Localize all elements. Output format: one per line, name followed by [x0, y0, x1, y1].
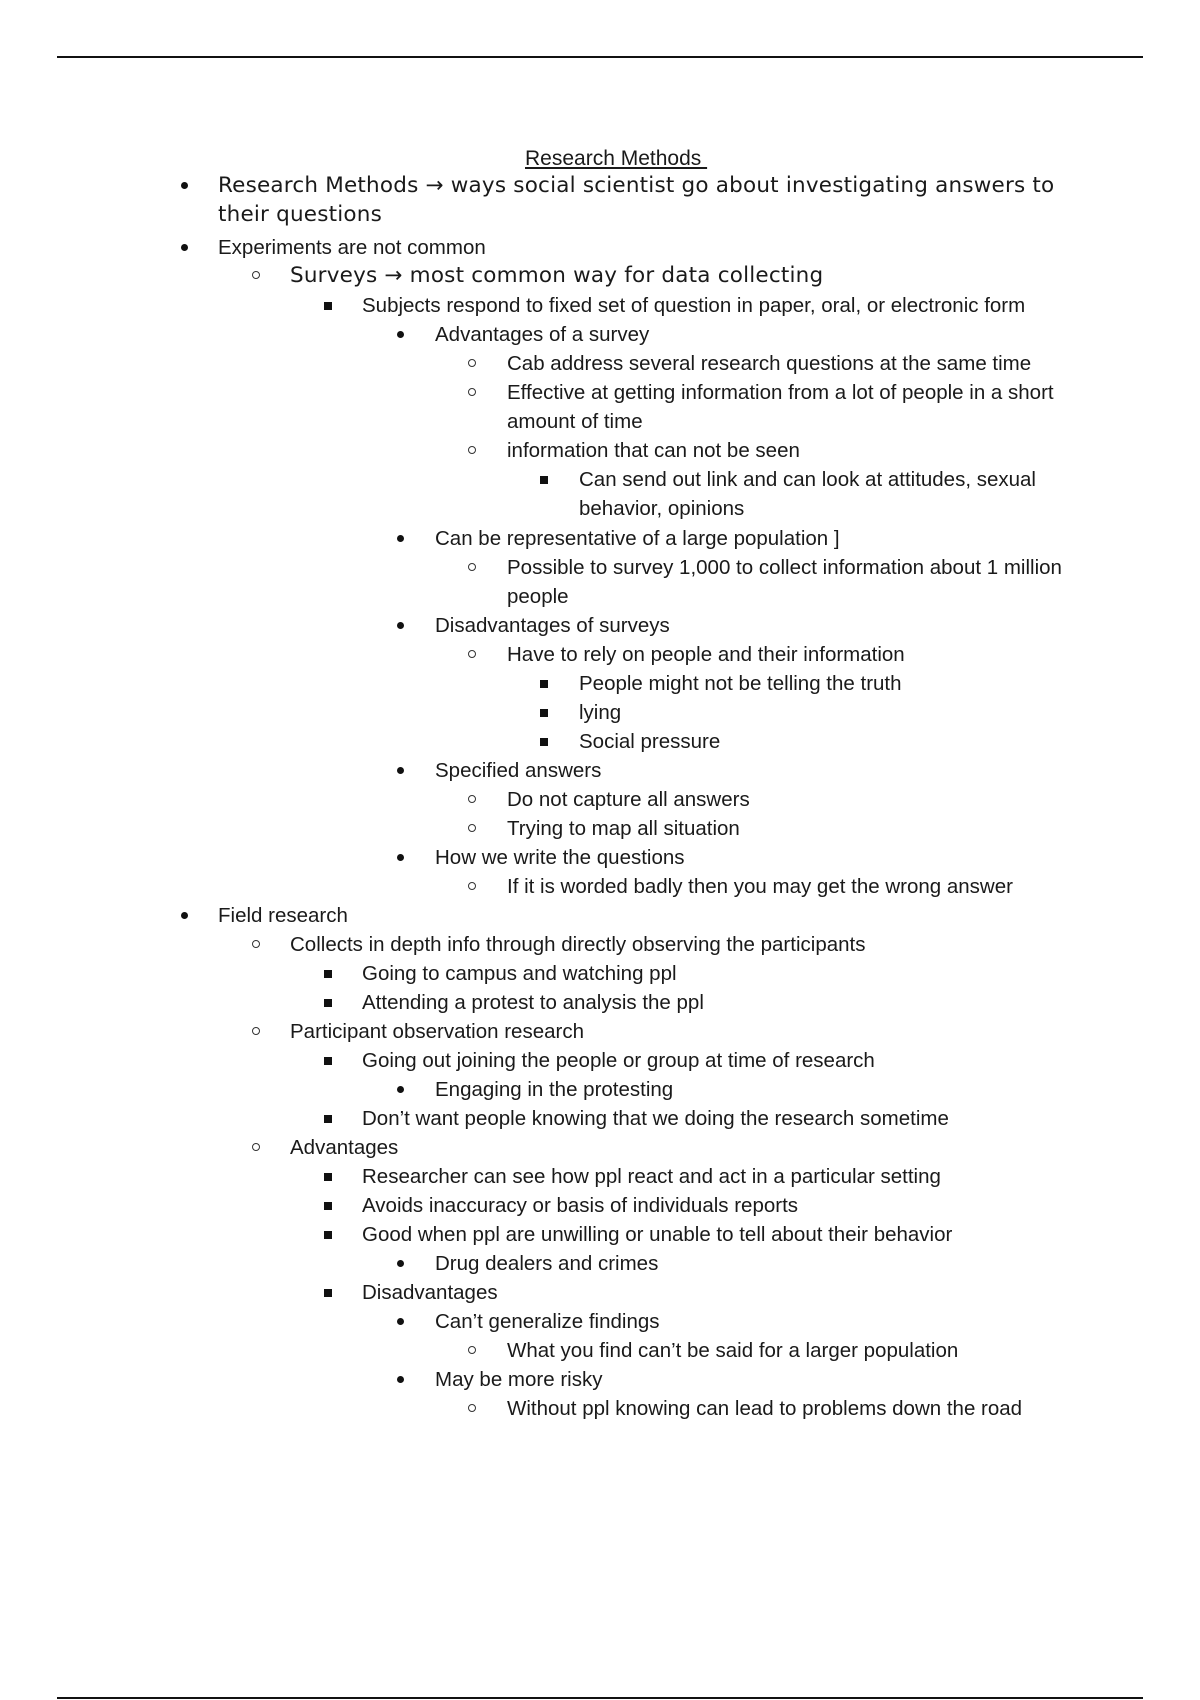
disc-bullet-icon: [397, 622, 404, 629]
outline-item: Advantages: [290, 1136, 399, 1159]
circle-bullet-icon: [468, 388, 476, 396]
circle-bullet-icon: [468, 563, 476, 571]
disc-bullet-icon: [397, 767, 404, 774]
disc-bullet-icon: [397, 1086, 404, 1093]
outline-item: Good when ppl are unwilling or unable to tell about their behavior: [362, 1223, 953, 1246]
outline-item: What you find can’t be said for a larger population: [507, 1339, 959, 1362]
circle-bullet-icon: [468, 1404, 476, 1412]
outline-item: How we write the questions: [435, 846, 685, 869]
disc-bullet-icon: [181, 244, 188, 251]
outline-item: Research Methods → ways social scientist go about investigating answers to their questions: [218, 173, 1055, 227]
bottom-rule: [57, 1697, 1143, 1699]
outline-item: Don’t want people knowing that we doing the research sometime: [362, 1107, 949, 1130]
outline-item: Participant observation research: [290, 1020, 584, 1043]
outline-item: Can’t generalize findings: [435, 1310, 660, 1333]
outline-item: Field research: [218, 904, 348, 927]
outline-item: Advantages of a survey: [435, 323, 650, 346]
outline-item: Cab address several research questions at the same time: [507, 352, 1032, 375]
outline-item: If it is worded badly then you may get the wrong answer: [507, 875, 1013, 898]
circle-bullet-icon: [468, 359, 476, 367]
square-bullet-icon: [540, 738, 548, 746]
disc-bullet-icon: [397, 1318, 404, 1325]
disc-bullet-icon: [397, 1260, 404, 1267]
outline-item: Specified answers: [435, 759, 602, 782]
disc-bullet-icon: [181, 182, 188, 189]
outline-item: Can send out link and can look at attitudes, sexual behavior, opinions: [579, 468, 1036, 520]
outline-item: Drug dealers and crimes: [435, 1252, 659, 1275]
circle-bullet-icon: [252, 940, 260, 948]
outline-item: Attending a protest to analysis the ppl: [362, 991, 704, 1014]
outline-item: Without ppl knowing can lead to problems down the road: [507, 1397, 1023, 1420]
disc-bullet-icon: [397, 331, 404, 338]
outline-item: Disadvantages: [362, 1281, 498, 1304]
square-bullet-icon: [324, 1231, 332, 1239]
outline-item: May be more risky: [435, 1368, 603, 1391]
square-bullet-icon: [324, 1202, 332, 1210]
outline-item: Engaging in the protesting: [435, 1078, 674, 1101]
outline-item: Can be representative of a large population ]: [435, 527, 840, 550]
square-bullet-icon: [540, 476, 548, 484]
disc-bullet-icon: [181, 912, 188, 919]
outline-item: lying: [579, 701, 622, 724]
circle-bullet-icon: [468, 824, 476, 832]
outline-item: Subjects respond to fixed set of question in paper, oral, or electronic form: [362, 294, 1026, 317]
outline-item: People might not be telling the truth: [579, 672, 902, 695]
outline-item: Researcher can see how ppl react and act in a particular setting: [362, 1165, 941, 1188]
circle-bullet-icon: [468, 882, 476, 890]
square-bullet-icon: [324, 970, 332, 978]
outline-item: Trying to map all situation: [507, 817, 740, 840]
outline-item: Effective at getting information from a lot of people in a short amount of time: [507, 381, 1054, 433]
disc-bullet-icon: [397, 1376, 404, 1383]
outline-item: Collects in depth info through directly observing the participants: [290, 933, 866, 956]
disc-bullet-icon: [397, 854, 404, 861]
circle-bullet-icon: [468, 446, 476, 454]
circle-bullet-icon: [252, 271, 260, 279]
circle-bullet-icon: [252, 1027, 260, 1035]
page-title: Research Methods: [525, 147, 708, 170]
outline-item: Going to campus and watching ppl: [362, 962, 677, 985]
circle-bullet-icon: [468, 795, 476, 803]
outline-item: Surveys → most common way for data collecting: [290, 263, 824, 288]
top-rule: [57, 56, 1143, 58]
outline-item: Experiments are not common: [218, 236, 486, 259]
outline-item: Disadvantages of surveys: [435, 614, 670, 637]
square-bullet-icon: [324, 1115, 332, 1123]
circle-bullet-icon: [468, 1346, 476, 1354]
square-bullet-icon: [324, 1173, 332, 1181]
square-bullet-icon: [324, 1057, 332, 1065]
outline-item: information that can not be seen: [507, 439, 800, 462]
outline-item: Going out joining the people or group at time of research: [362, 1049, 875, 1072]
circle-bullet-icon: [252, 1143, 260, 1151]
disc-bullet-icon: [397, 535, 404, 542]
square-bullet-icon: [540, 709, 548, 717]
circle-bullet-icon: [468, 650, 476, 658]
outline-item: Have to rely on people and their information: [507, 643, 905, 666]
outline-item: Social pressure: [579, 730, 721, 753]
outline-item: Possible to survey 1,000 to collect information about 1 million people: [507, 556, 1062, 608]
square-bullet-icon: [324, 1289, 332, 1297]
square-bullet-icon: [540, 680, 548, 688]
outline-item: Do not capture all answers: [507, 788, 750, 811]
outline-item: Avoids inaccuracy or basis of individuals reports: [362, 1194, 799, 1217]
square-bullet-icon: [324, 302, 332, 310]
square-bullet-icon: [324, 999, 332, 1007]
